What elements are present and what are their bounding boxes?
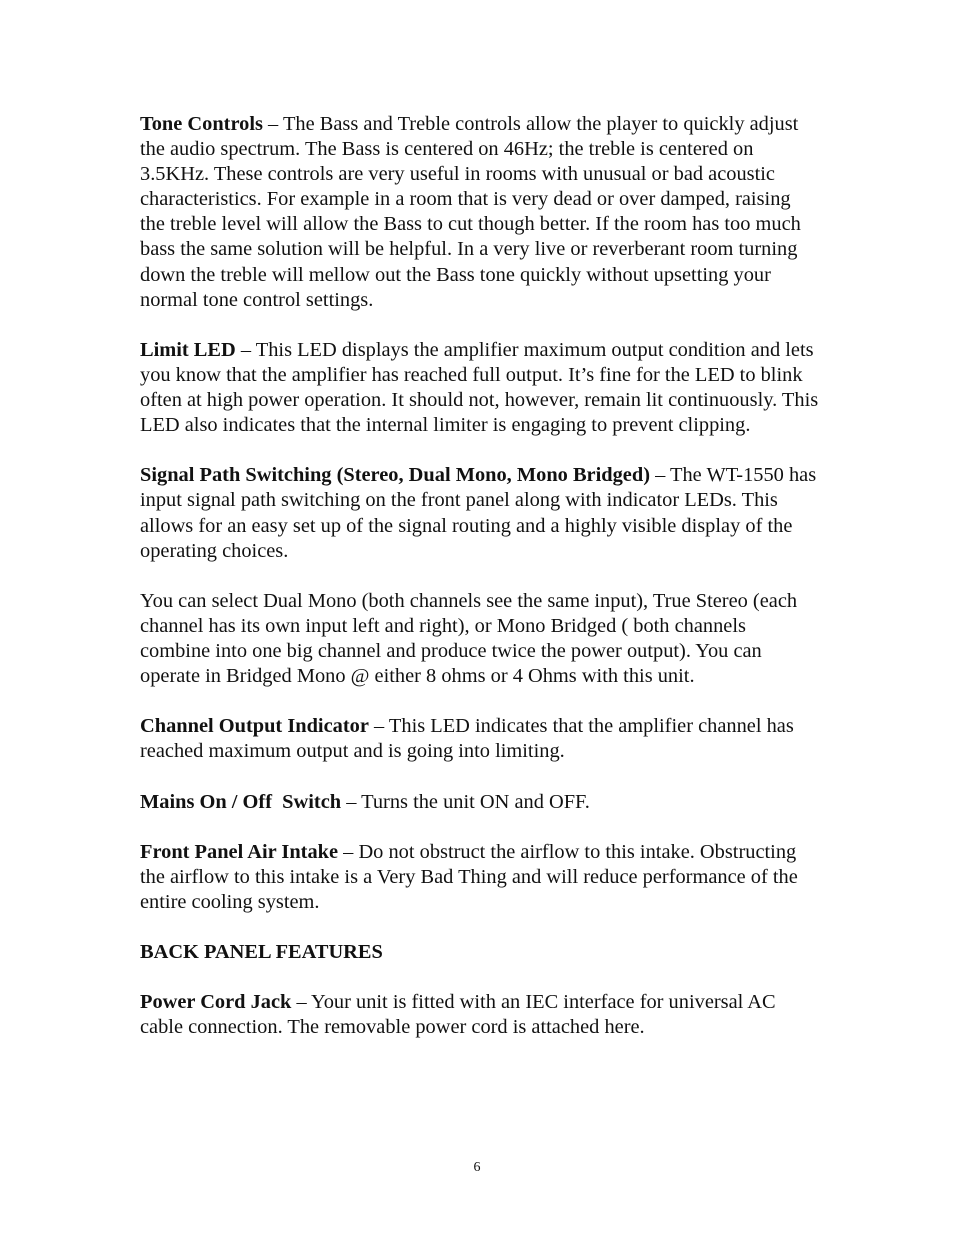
tone-controls-term: Tone Controls <box>140 113 263 135</box>
limit-led-term: Limit LED <box>140 338 236 361</box>
air-intake-term: Front Panel Air Intake <box>140 840 339 863</box>
tone-controls-paragraph <box>140 112 820 313</box>
page-number: 6 <box>473 1160 481 1175</box>
air-intake-paragraph <box>140 840 820 915</box>
channel-output-term: Channel Output Indicator <box>140 715 369 738</box>
mode-selection-text: You can select Dual Mono (both channels see the same input), True Stereo (each channel has its own input left and right), or Mono Bridged ( both channels combine into one big channel and produce twice the power output). You can operate in Bridged Mono @ either 8 ohms or 4 Ohms with this unit. <box>140 589 798 688</box>
document-page <box>140 112 820 1066</box>
tone-controls-text: – The Bass and Treble controls allow the player to quickly adjust the audio spectrum. The Bass is centered on 46Hz; the treble is centered on 3.5KHz. These controls are very useful in rooms with unusual or bad acoustic characteristics. For example in a room that is very dead or over damped, raising the treble level will allow the Bass to cut though better. If the room has too much bass the same solution will be helpful. In a very live or reverberant room turning down the treble will mellow out the Bass tone quickly without upsetting your normal tone control settings. <box>140 113 801 311</box>
limit-led-paragraph <box>140 338 820 438</box>
air-intake-text: – Do not obstruct the airflow to this intake. Obstructing the airflow to this intake is a Very Bad Thing and will reduce performance of the entire cooling system. <box>140 840 798 913</box>
signal-path-paragraph <box>140 463 820 563</box>
mains-switch-term: Mains On / Off Switch <box>140 790 342 813</box>
channel-output-text: – This LED indicates that the amplifier channel has reached maximum output and is going into limiting. <box>140 715 794 763</box>
mains-switch-text: – Turns the unit ON and OFF. <box>341 790 590 813</box>
mode-selection-paragraph <box>140 589 820 689</box>
signal-path-term: Signal Path Switching (Stereo, Dual Mono, Mono Bridged) <box>140 464 650 487</box>
power-cord-paragraph <box>140 990 820 1040</box>
power-cord-term: Power Cord Jack <box>140 991 292 1014</box>
mains-switch-paragraph <box>140 790 820 815</box>
signal-path-text: – The WT-1550 has input signal path switching on the front panel along with indicator LEDs. This allows for an easy set up of the signal routing and a highly visible display of the operating choices. <box>140 464 817 562</box>
power-cord-text: – Your unit is fitted with an IEC interface for universal AC cable connection. The removable power cord is attached here. <box>140 991 776 1039</box>
channel-output-paragraph <box>140 714 820 764</box>
back-panel-heading: BACK PANEL FEATURES <box>140 941 383 964</box>
limit-led-text: – This LED displays the amplifier maximum output condition and lets you know that the amplifier has reached full output. It’s fine for the LED to blink often at high power operation. It should not, however, remain lit continuously. This LED also indicates that the internal limiter is engaging to prevent clipping. <box>140 338 819 437</box>
